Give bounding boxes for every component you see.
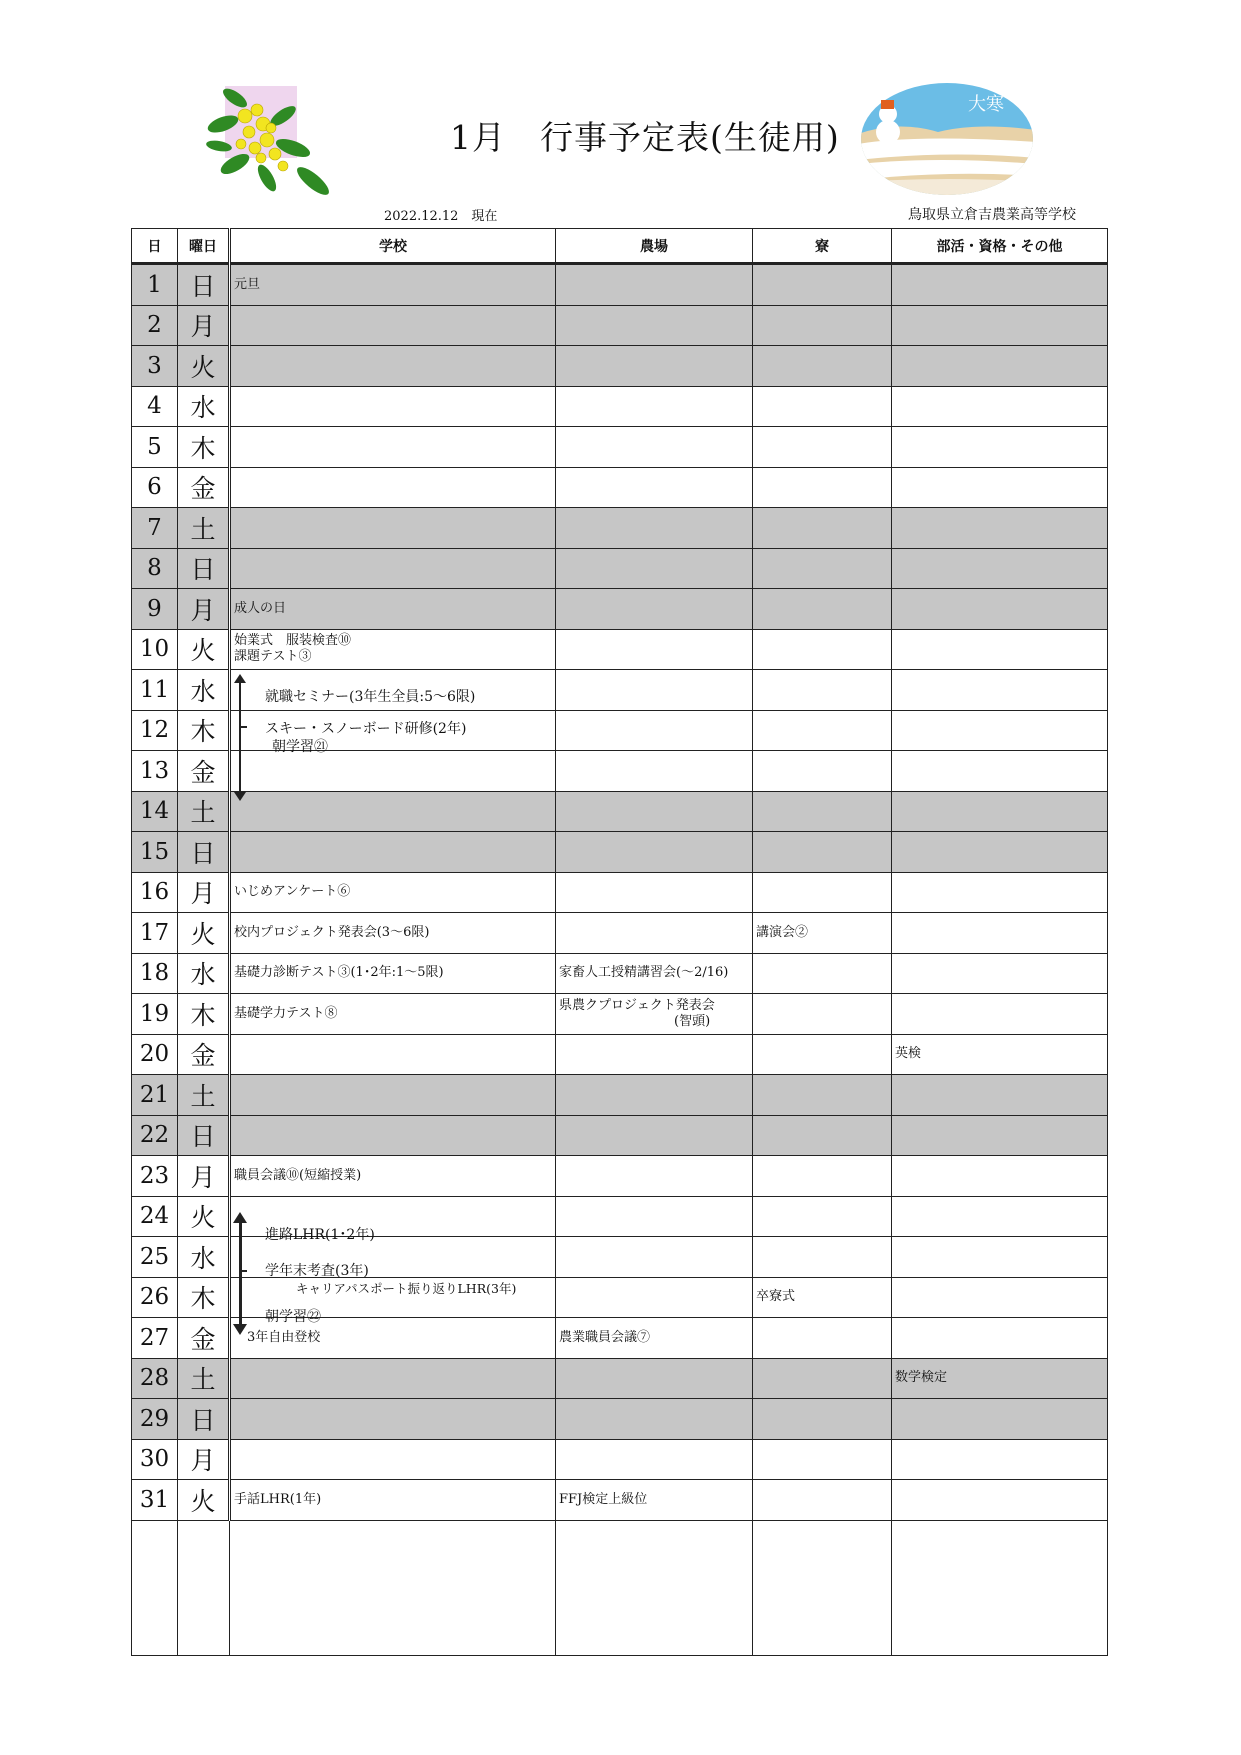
school-cell xyxy=(230,1115,556,1156)
day-cell: 9 xyxy=(132,589,178,630)
school-cell xyxy=(230,508,556,549)
span-text-career-lhr: 進路LHR(1･2年) xyxy=(265,1227,375,1243)
weekday-cell: 水 xyxy=(178,386,230,427)
other-cell xyxy=(892,508,1108,549)
farm-cell xyxy=(556,1277,753,1318)
other-cell xyxy=(892,913,1108,954)
blank-cell xyxy=(753,1520,892,1655)
day-cell: 24 xyxy=(132,1196,178,1237)
dorm-cell xyxy=(753,427,892,468)
farm-cell xyxy=(556,386,753,427)
day-cell: 30 xyxy=(132,1439,178,1480)
school-cell: 基礎学力テスト⑧ xyxy=(230,994,556,1035)
school-cell: 成人の日 xyxy=(230,589,556,630)
other-cell xyxy=(892,386,1108,427)
table-row xyxy=(132,1480,1108,1521)
dorm-cell: 卒寮式 xyxy=(753,1277,892,1318)
dorm-cell xyxy=(753,1196,892,1237)
blank-cell xyxy=(230,1520,556,1655)
dorm-cell xyxy=(753,1439,892,1480)
farm-cell xyxy=(556,710,753,751)
day-cell: 20 xyxy=(132,1034,178,1075)
span-text-ski-trip: スキー・スノーボード研修(2年) xyxy=(265,721,467,737)
dorm-cell xyxy=(753,1075,892,1116)
table-row xyxy=(132,1034,1108,1075)
col-header-school: 学校 xyxy=(230,229,556,264)
school-cell xyxy=(230,386,556,427)
weekday-cell: 木 xyxy=(178,994,230,1035)
day-cell: 5 xyxy=(132,427,178,468)
school-cell: 始業式 服装検査⑩ 課題テスト③ xyxy=(230,629,556,670)
school-cell: いじめアンケート⑥ xyxy=(230,872,556,913)
table-row xyxy=(132,305,1108,346)
farm-cell xyxy=(556,346,753,387)
day-cell: 2 xyxy=(132,305,178,346)
day-cell: 3 xyxy=(132,346,178,387)
other-cell xyxy=(892,1075,1108,1116)
dorm-cell: 講演会② xyxy=(753,913,892,954)
weekday-cell: 水 xyxy=(178,670,230,711)
snowman-illustration xyxy=(858,82,1036,196)
yellow-flower-illustration xyxy=(205,86,335,204)
table-header-row xyxy=(132,229,1108,264)
other-cell xyxy=(892,467,1108,508)
table-row xyxy=(132,629,1108,670)
farm-cell xyxy=(556,872,753,913)
farm-cell xyxy=(556,1034,753,1075)
school-cell: 職員会議⑩(短縮授業) xyxy=(230,1156,556,1197)
span-text-morning-study-22: 朝学習㉒ xyxy=(265,1309,321,1325)
other-cell xyxy=(892,1237,1108,1278)
day-cell: 31 xyxy=(132,1480,178,1521)
weekday-cell: 月 xyxy=(178,589,230,630)
day-cell: 16 xyxy=(132,872,178,913)
day-cell: 4 xyxy=(132,386,178,427)
other-cell xyxy=(892,1115,1108,1156)
day-cell: 15 xyxy=(132,832,178,873)
day-cell: 1 xyxy=(132,264,178,306)
col-header-other: 部活・資格・その他 xyxy=(892,229,1108,264)
page-title: 1月 行事予定表(生徒用) xyxy=(450,118,840,157)
dorm-cell xyxy=(753,1480,892,1521)
farm-cell xyxy=(556,1196,753,1237)
dorm-cell xyxy=(753,1237,892,1278)
blank-cell xyxy=(132,1520,178,1655)
dorm-cell xyxy=(753,994,892,1035)
other-cell xyxy=(892,670,1108,711)
dorm-cell xyxy=(753,508,892,549)
school-cell xyxy=(230,1439,556,1480)
day-cell: 29 xyxy=(132,1399,178,1440)
table-row xyxy=(132,953,1108,994)
farm-cell xyxy=(556,629,753,670)
table-row xyxy=(132,791,1108,832)
school-cell: 手話LHR(1年) xyxy=(230,1480,556,1521)
day-cell: 22 xyxy=(132,1115,178,1156)
farm-cell xyxy=(556,467,753,508)
span-text-career-passport: キャリアパスポート振り返りLHR(3年) xyxy=(296,1281,517,1296)
weekday-cell: 月 xyxy=(178,1156,230,1197)
farm-cell xyxy=(556,1237,753,1278)
day-cell: 21 xyxy=(132,1075,178,1116)
other-cell xyxy=(892,1318,1108,1359)
dorm-cell xyxy=(753,953,892,994)
day-cell: 7 xyxy=(132,508,178,549)
other-cell xyxy=(892,548,1108,589)
school-cell xyxy=(230,751,556,792)
span-text-morning-study-21: 朝学習㉑ xyxy=(272,739,328,755)
weekday-cell: 火 xyxy=(178,1480,230,1521)
day-cell: 27 xyxy=(132,1318,178,1359)
other-cell xyxy=(892,710,1108,751)
table-row xyxy=(132,346,1108,387)
school-cell xyxy=(230,346,556,387)
school-cell xyxy=(230,1358,556,1399)
farm-cell xyxy=(556,589,753,630)
day-cell: 25 xyxy=(132,1237,178,1278)
weekday-cell: 月 xyxy=(178,1439,230,1480)
other-cell xyxy=(892,953,1108,994)
schedule-body xyxy=(132,264,1108,1656)
weekday-cell: 金 xyxy=(178,1318,230,1359)
farm-cell xyxy=(556,264,753,306)
day-cell: 13 xyxy=(132,751,178,792)
dorm-cell xyxy=(753,548,892,589)
school-cell xyxy=(230,467,556,508)
other-cell xyxy=(892,1439,1108,1480)
dorm-cell xyxy=(753,670,892,711)
dorm-cell xyxy=(753,346,892,387)
other-cell xyxy=(892,994,1108,1035)
day-cell: 8 xyxy=(132,548,178,589)
span-text-job-seminar: 就職セミナー(3年生全員:5～6限) xyxy=(265,689,476,705)
table-row xyxy=(132,467,1108,508)
schedule-table xyxy=(131,228,1108,1656)
farm-cell xyxy=(556,1075,753,1116)
day-cell: 17 xyxy=(132,913,178,954)
day-cell: 14 xyxy=(132,791,178,832)
as-of-date: 2022.12.12 現在 xyxy=(384,209,498,224)
dorm-cell xyxy=(753,589,892,630)
farm-cell xyxy=(556,1156,753,1197)
table-row xyxy=(132,1358,1108,1399)
other-cell: 英検 xyxy=(892,1034,1108,1075)
weekday-cell: 火 xyxy=(178,346,230,387)
farm-cell: 家畜人工授精講習会(～2/16) xyxy=(556,953,753,994)
farm-cell xyxy=(556,670,753,711)
dorm-cell xyxy=(753,305,892,346)
weekday-cell: 金 xyxy=(178,1034,230,1075)
table-row xyxy=(132,548,1108,589)
school-cell: 基礎力診断テスト③(1･2年:1～5限) xyxy=(230,953,556,994)
other-cell xyxy=(892,1277,1108,1318)
dorm-cell xyxy=(753,1358,892,1399)
weekday-cell: 火 xyxy=(178,1196,230,1237)
school-cell xyxy=(230,1075,556,1116)
day-cell: 10 xyxy=(132,629,178,670)
col-header-farm: 農場 xyxy=(556,229,753,264)
other-cell xyxy=(892,1480,1108,1521)
table-row xyxy=(132,427,1108,468)
table-row xyxy=(132,1115,1108,1156)
farm-cell xyxy=(556,913,753,954)
col-header-day: 日 xyxy=(132,229,178,264)
school-cell xyxy=(230,1034,556,1075)
school-cell xyxy=(230,791,556,832)
dorm-cell xyxy=(753,264,892,306)
day-cell: 26 xyxy=(132,1277,178,1318)
farm-cell: FFJ検定上級位 xyxy=(556,1480,753,1521)
dorm-cell xyxy=(753,1156,892,1197)
other-cell: 数学検定 xyxy=(892,1358,1108,1399)
other-cell xyxy=(892,264,1108,306)
dorm-cell xyxy=(753,872,892,913)
farm-cell xyxy=(556,1399,753,1440)
badge-label: 大寒 xyxy=(968,94,1004,115)
farm-cell xyxy=(556,305,753,346)
weekday-cell: 日 xyxy=(178,1399,230,1440)
weekday-cell: 土 xyxy=(178,1075,230,1116)
weekday-cell: 月 xyxy=(178,305,230,346)
table-row xyxy=(132,386,1108,427)
farm-cell: 県農クプロジェクト発表会 (智頭) xyxy=(556,994,753,1035)
weekday-cell: 日 xyxy=(178,548,230,589)
weekday-cell: 金 xyxy=(178,751,230,792)
school-cell xyxy=(230,832,556,873)
farm-cell xyxy=(556,791,753,832)
weekday-cell: 日 xyxy=(178,832,230,873)
table-row xyxy=(132,1439,1108,1480)
other-cell xyxy=(892,629,1108,670)
school-cell: 校内プロジェクト発表会(3～6限) xyxy=(230,913,556,954)
table-row xyxy=(132,994,1108,1035)
weekday-cell: 土 xyxy=(178,791,230,832)
day-cell: 18 xyxy=(132,953,178,994)
other-cell xyxy=(892,346,1108,387)
other-cell xyxy=(892,305,1108,346)
day-cell: 23 xyxy=(132,1156,178,1197)
table-row xyxy=(132,832,1108,873)
weekday-cell: 水 xyxy=(178,1237,230,1278)
dorm-cell xyxy=(753,629,892,670)
weekday-cell: 木 xyxy=(178,710,230,751)
other-cell xyxy=(892,872,1108,913)
table-row xyxy=(132,913,1108,954)
dorm-cell xyxy=(753,751,892,792)
dorm-cell xyxy=(753,1115,892,1156)
day-cell: 19 xyxy=(132,994,178,1035)
blank-cell xyxy=(892,1520,1108,1655)
weekday-cell: 水 xyxy=(178,953,230,994)
farm-cell xyxy=(556,1115,753,1156)
weekday-cell: 土 xyxy=(178,1358,230,1399)
weekday-cell: 日 xyxy=(178,1115,230,1156)
farm-cell xyxy=(556,832,753,873)
school-cell xyxy=(230,1399,556,1440)
dorm-cell xyxy=(753,1318,892,1359)
dorm-cell xyxy=(753,386,892,427)
weekday-cell: 木 xyxy=(178,1277,230,1318)
weekday-cell: 火 xyxy=(178,913,230,954)
table-blank-row xyxy=(132,1520,1108,1655)
school-cell xyxy=(230,548,556,589)
day-cell: 6 xyxy=(132,467,178,508)
other-cell xyxy=(892,751,1108,792)
farm-cell xyxy=(556,1358,753,1399)
other-cell xyxy=(892,791,1108,832)
weekday-cell: 月 xyxy=(178,872,230,913)
blank-cell xyxy=(178,1520,230,1655)
school-cell xyxy=(230,305,556,346)
farm-cell xyxy=(556,548,753,589)
weekday-cell: 金 xyxy=(178,467,230,508)
other-cell xyxy=(892,427,1108,468)
table-row xyxy=(132,589,1108,630)
school-cell: 元旦 xyxy=(230,264,556,306)
weekday-cell: 土 xyxy=(178,508,230,549)
farm-cell xyxy=(556,1439,753,1480)
dorm-cell xyxy=(753,710,892,751)
school-cell xyxy=(230,427,556,468)
other-cell xyxy=(892,1196,1108,1237)
other-cell xyxy=(892,589,1108,630)
table-row xyxy=(132,751,1108,792)
span-text-final-exam: 学年末考査(3年) xyxy=(265,1263,369,1279)
dorm-cell xyxy=(753,791,892,832)
dorm-cell xyxy=(753,1034,892,1075)
school-name: 鳥取県立倉吉農業高等学校 xyxy=(908,207,1076,223)
day-cell: 12 xyxy=(132,710,178,751)
weekday-cell: 火 xyxy=(178,629,230,670)
weekday-cell: 木 xyxy=(178,427,230,468)
blank-cell xyxy=(556,1520,753,1655)
table-row xyxy=(132,1399,1108,1440)
table-row xyxy=(132,1156,1108,1197)
other-cell xyxy=(892,1399,1108,1440)
table-row xyxy=(132,264,1108,306)
table-row xyxy=(132,508,1108,549)
dorm-cell xyxy=(753,467,892,508)
table-row xyxy=(132,872,1108,913)
dorm-cell xyxy=(753,832,892,873)
school-cell: 3年自由登校 xyxy=(230,1318,556,1359)
other-cell xyxy=(892,832,1108,873)
farm-cell xyxy=(556,508,753,549)
farm-cell xyxy=(556,751,753,792)
dorm-cell xyxy=(753,1399,892,1440)
day-cell: 28 xyxy=(132,1358,178,1399)
farm-cell xyxy=(556,427,753,468)
day-cell: 11 xyxy=(132,670,178,711)
farm-cell: 農業職員会議⑦ xyxy=(556,1318,753,1359)
weekday-cell: 日 xyxy=(178,264,230,306)
other-cell xyxy=(892,1156,1108,1197)
col-header-dorm: 寮 xyxy=(753,229,892,264)
col-header-weekday: 曜日 xyxy=(178,229,230,264)
table-row xyxy=(132,1075,1108,1116)
